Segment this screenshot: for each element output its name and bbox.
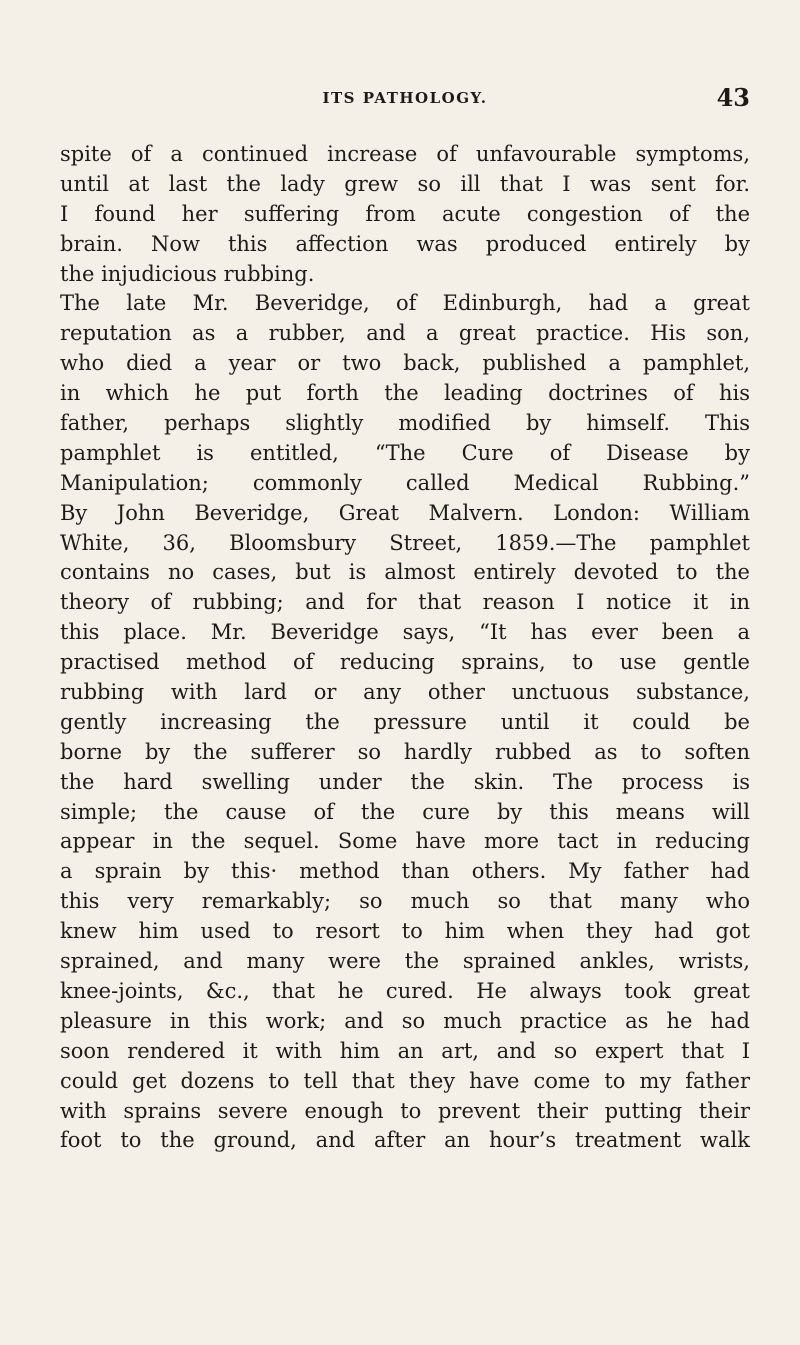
text-line: soon rendered it with him an art, and so expert that I bbox=[60, 1038, 750, 1063]
text-line: with sprains severe enough to prevent their putting their bbox=[60, 1098, 750, 1123]
text-line: rubbing with lard or any other unctuous substance, bbox=[60, 680, 750, 705]
text-line: spite of a continued increase of unfavourable symptoms, bbox=[60, 142, 750, 166]
text-line: sprained, and many were the sprained ankles, wrists, bbox=[60, 949, 750, 974]
text-line: pleasure in this work; and so much practice as he had bbox=[60, 1008, 750, 1033]
text-line: this place. Mr. Beveridge says, “It has ever been a bbox=[60, 620, 750, 645]
text-line: The late Mr. Beveridge, of Edinburgh, had a great bbox=[60, 291, 750, 316]
text-line: pamphlet is entitled, “The Cure of Disease by bbox=[60, 440, 750, 465]
text-line: could get dozens to tell that they have come to my father bbox=[60, 1068, 750, 1093]
text-line: the injudicious rubbing. bbox=[60, 261, 315, 286]
text-line: borne by the sufferer so hardly rubbed as to soften bbox=[60, 739, 750, 764]
text-line: knew him used to resort to him when they had got bbox=[60, 919, 750, 944]
text-line: appear in the sequel. Some have more tact in reducing bbox=[60, 829, 750, 854]
text-line: practised method of reducing sprains, to use gentle bbox=[60, 650, 750, 675]
text-line: gently increasing the pressure until it could be bbox=[60, 709, 750, 734]
running-title: ITS PATHOLOGY. bbox=[322, 89, 488, 107]
text-line: brain. Now this affection was produced entirely by bbox=[60, 231, 750, 256]
text-line: the hard swelling under the skin. The process is bbox=[60, 769, 750, 794]
text-line: theory of rubbing; and for that reason I notice it in bbox=[60, 590, 750, 615]
text-line: in which he put forth the leading doctrines of his bbox=[60, 381, 750, 406]
text-line: By John Beveridge, Great Malvern. London: William bbox=[60, 500, 750, 525]
text-line: Manipulation; commonly called Medical Rubbing.” bbox=[60, 470, 750, 495]
text-line: White, 36, Bloomsbury Street, 1859.—The pamphlet bbox=[60, 530, 750, 555]
text-line: a sprain by this· method than others. My father had bbox=[60, 859, 750, 884]
text-line: father, perhaps slightly modified by himself. This bbox=[60, 411, 750, 436]
running-head bbox=[60, 83, 750, 112]
text-line: I found her suffering from acute congestion of the bbox=[60, 201, 750, 226]
page-number: 43 bbox=[716, 83, 750, 112]
text-line: foot to the ground, and after an hour’s treatment walk bbox=[60, 1128, 750, 1153]
text-line: reputation as a rubber, and a great practice. His son, bbox=[60, 321, 750, 346]
text-line: knee-joints, &c., that he cured. He always took great bbox=[60, 978, 750, 1003]
text-line: this very remarkably; so much so that many who bbox=[60, 889, 750, 914]
body-text bbox=[60, 140, 750, 1156]
text-line: who died a year or two back, published a pamphlet, bbox=[60, 351, 750, 376]
text-line: simple; the cause of the cure by this means will bbox=[60, 799, 750, 824]
text-line: until at last the lady grew so ill that I was sent for. bbox=[60, 171, 750, 196]
text-line: contains no cases, but is almost entirely devoted to the bbox=[60, 560, 750, 585]
